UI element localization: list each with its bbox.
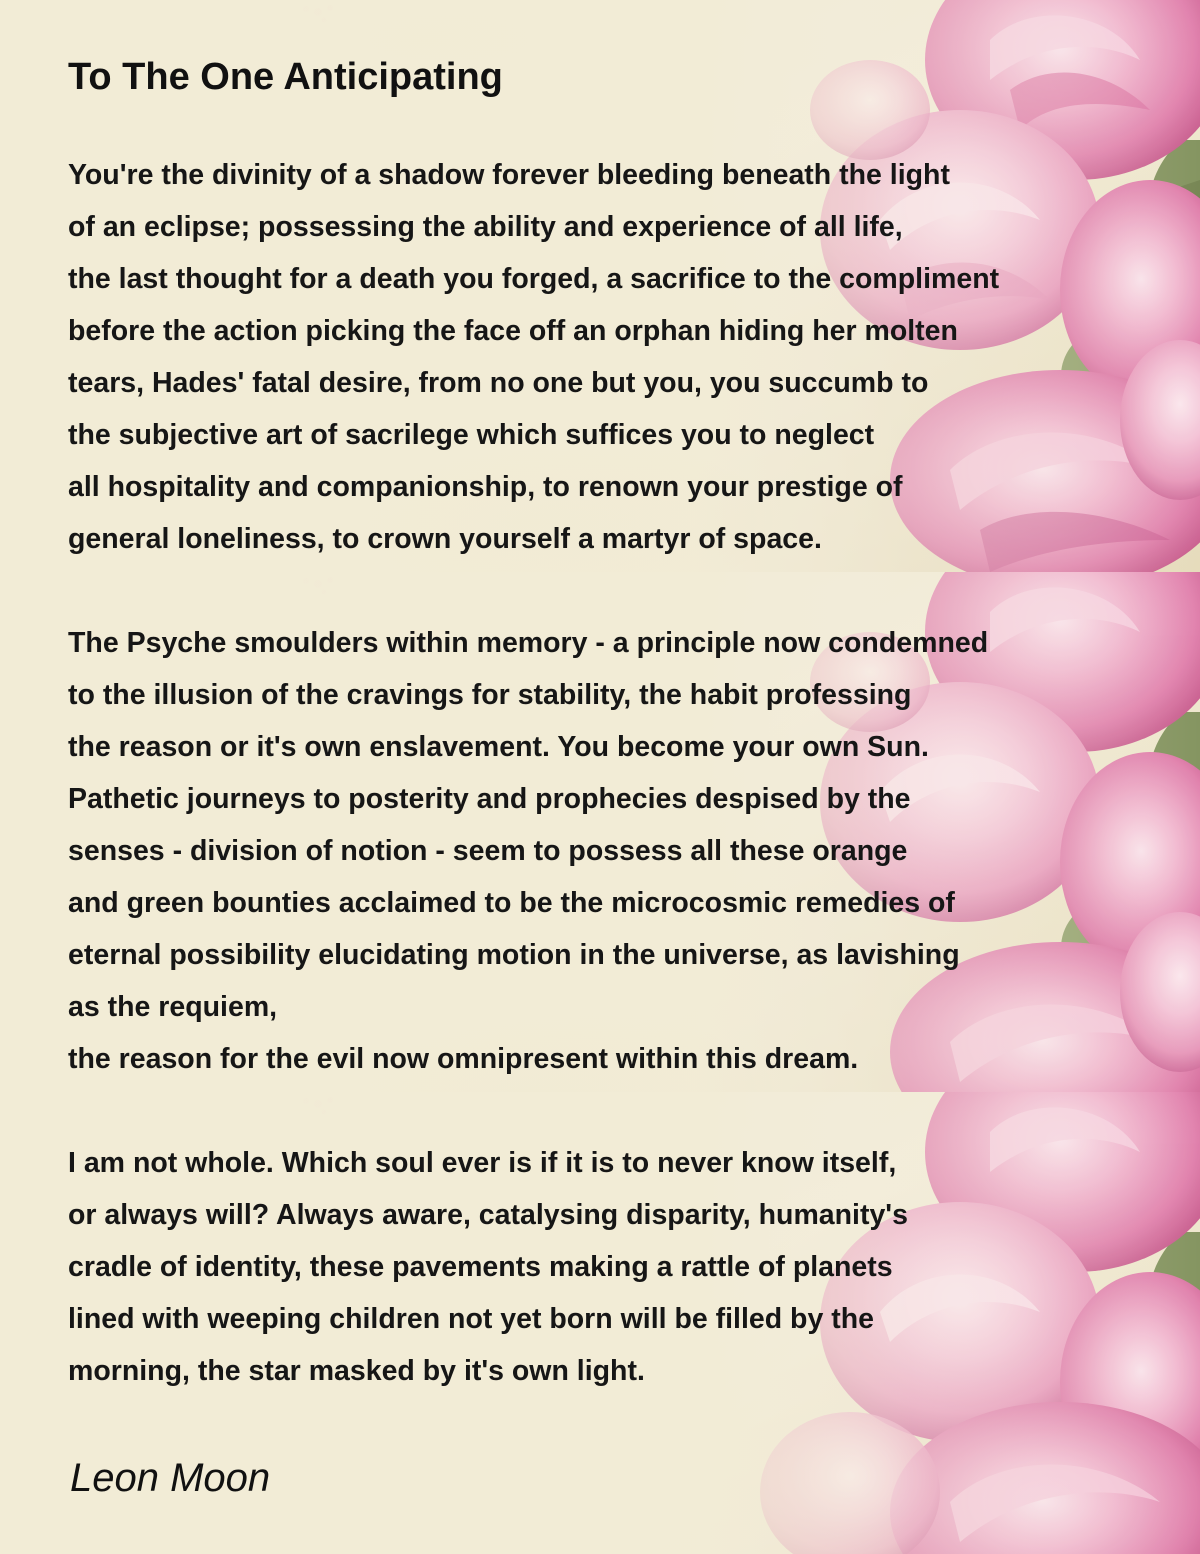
poem-line: before the action picking the face off an orphan hiding her molten [68,315,958,347]
poem-line: the subjective art of sacrilege which suffices you to neglect [68,419,875,451]
poem-line: The Psyche smoulders within memory - a principle now condemned [68,627,989,659]
stanza [68,1137,908,1397]
poem-line: lined with weeping children not yet born will be filled by the [68,1303,874,1335]
stanza [68,149,999,565]
poem-line: as the requiem, [68,991,278,1023]
poem-title: To The One Anticipating [68,56,503,98]
poet-name: Leon Moon [70,1456,271,1500]
poem-line: cradle of identity, these pavements making a rattle of planets [68,1251,893,1283]
poem-line: tears, Hades' fatal desire, from no one but you, you succumb to [68,367,929,399]
poem-line: and green bounties acclaimed to be the microcosmic remedies of [68,887,955,919]
poem-line: the reason or it's own enslavement. You become your own Sun. [68,731,929,763]
poem-line: the reason for the evil now omnipresent within this dream. [68,1043,859,1075]
poem-line: or always will? Always aware, catalysing disparity, humanity's [68,1199,908,1231]
stanza [68,617,988,1085]
poem-line: eternal possibility elucidating motion in the universe, as lavishing [68,939,960,971]
poem-line: I am not whole. Which soul ever is if it is to never know itself, [68,1147,897,1179]
poem-line: Pathetic journeys to posterity and prophecies despised by the [68,783,911,815]
poem-line: the last thought for a death you forged, a sacrifice to the compliment [68,263,1000,295]
poem-line: general loneliness, to crown yourself a martyr of space. [68,523,822,555]
poem-line: morning, the star masked by it's own light. [68,1355,645,1387]
poem-line: senses - division of notion - seem to possess all these orange [68,835,908,867]
poem-line: You're the divinity of a shadow forever bleeding beneath the light [68,159,950,191]
poem-line: of an eclipse; possessing the ability and experience of all life, [68,211,903,243]
poem-line: to the illusion of the cravings for stability, the habit professing [68,679,912,711]
poem-line: all hospitality and companionship, to renown your prestige of [68,471,903,503]
